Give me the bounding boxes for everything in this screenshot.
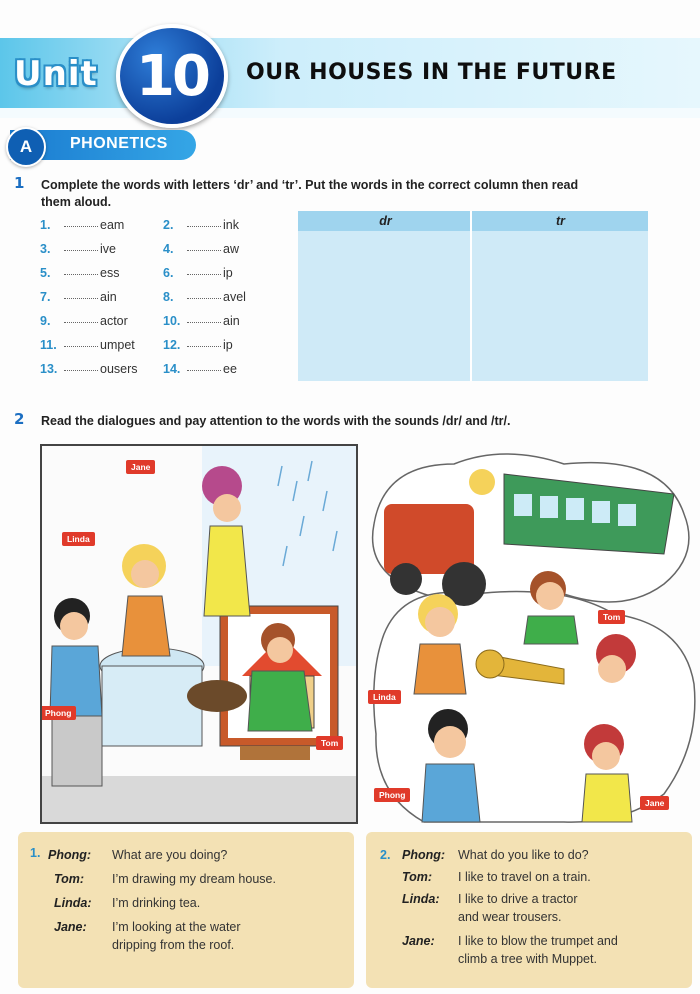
dialogue-1-speaker-3: Linda: (54, 896, 92, 910)
name-tag-jane-2: Jane (640, 796, 669, 810)
dialogue-2-line-3b: and wear trousers. (458, 910, 562, 924)
dialogue-1-line-1: What are you doing? (112, 848, 228, 862)
dialogue-2-line-4: I like to blow the trumpet and (458, 934, 618, 948)
word-ending: aw (223, 242, 239, 256)
word-ending: actor (100, 314, 128, 328)
word-number: 5. (40, 266, 51, 280)
dialogue-1-line-4b: dripping from the roof. (112, 938, 235, 952)
unit-title: OUR HOUSES IN THE FUTURE (246, 60, 617, 85)
word-blank[interactable] (187, 250, 221, 251)
word-item (40, 362, 138, 376)
word-item (163, 218, 239, 232)
dialogue-2-speaker-3: Linda: (402, 892, 440, 906)
word-number: 1. (40, 218, 51, 232)
word-item (40, 338, 135, 352)
word-item (163, 314, 240, 328)
word-ending: ip (223, 338, 233, 352)
word-blank[interactable] (187, 226, 221, 227)
word-item (40, 290, 117, 304)
word-number: 14. (163, 362, 181, 376)
word-ending: ousers (100, 362, 138, 376)
exercise-2-instruction: Read the dialogues and pay attention to the words with the sounds /dr/ and /tr/. (41, 414, 511, 428)
word-blank[interactable] (64, 274, 98, 275)
word-number: 6. (163, 266, 174, 280)
word-blank[interactable] (64, 250, 98, 251)
unit-number: 10 (136, 43, 208, 109)
column-dr-header: dr (379, 214, 392, 228)
dialogue-2-speaker-1: Phong: (402, 848, 446, 862)
section-label: PHONETICS (70, 135, 168, 152)
unit-word: Unit (14, 54, 98, 94)
dialogue-2-speaker-2: Tom: (402, 870, 433, 884)
word-ending: ee (223, 362, 237, 376)
word-ending: ain (100, 290, 117, 304)
dialogue-2-line-3: I like to drive a tractor (458, 892, 578, 906)
unit-number-badge (116, 24, 228, 128)
picture-1 (40, 444, 358, 824)
word-number: 9. (40, 314, 51, 328)
word-ending: ess (100, 266, 120, 280)
dialogue-1-speaker-2: Tom: (54, 872, 85, 886)
name-tag-jane: Jane (126, 460, 155, 474)
dialogue-1-line-3: I’m drinking tea. (112, 896, 201, 910)
word-number: 2. (163, 218, 174, 232)
header-band-lower (0, 108, 700, 118)
dialogue-1-line-4: I’m looking at the water (112, 920, 241, 934)
sort-table-header (298, 211, 648, 231)
word-number: 13. (40, 362, 58, 376)
section-letter: A (6, 127, 46, 167)
word-blank[interactable] (187, 274, 221, 275)
word-number: 8. (163, 290, 174, 304)
dialogue-2-line-2: I like to travel on a train. (458, 870, 591, 884)
word-blank[interactable] (64, 298, 98, 299)
word-number: 4. (163, 242, 174, 256)
picture-2 (364, 444, 700, 824)
word-number: 7. (40, 290, 51, 304)
column-tr-answers[interactable] (472, 231, 648, 381)
dialogue-1-speaker-4: Jane: (54, 920, 87, 934)
word-number: 12. (163, 338, 181, 352)
column-tr-header: tr (555, 214, 566, 228)
exercise-1-number: 1 (14, 174, 25, 192)
name-tag-tom: Tom (316, 736, 343, 750)
word-ending: umpet (100, 338, 135, 352)
word-item (40, 266, 119, 280)
word-blank[interactable] (64, 226, 98, 227)
name-tag-linda: Linda (62, 532, 95, 546)
word-blank[interactable] (64, 370, 98, 371)
word-item (163, 290, 246, 304)
word-blank[interactable] (187, 298, 221, 299)
name-tag-linda-2: Linda (368, 690, 401, 704)
word-blank[interactable] (187, 322, 221, 323)
word-ending: ain (223, 314, 240, 328)
word-number: 11. (40, 338, 57, 352)
column-dr-answers[interactable] (298, 231, 470, 381)
word-item (40, 314, 128, 328)
name-tag-phong: Phong (40, 706, 76, 720)
word-item (163, 242, 239, 256)
dialogue-2-line-1: What do you like to do? (458, 848, 589, 862)
name-tag-phong-2: Phong (374, 788, 410, 802)
word-ending: eam (100, 218, 125, 232)
dialogue-1-number: 1. (30, 846, 41, 860)
dialogue-2-speaker-4: Jane: (402, 934, 435, 948)
word-item (163, 362, 237, 376)
picture-1-illustration (42, 446, 356, 822)
word-ending: avel (223, 290, 246, 304)
word-item (163, 266, 233, 280)
word-ending: ink (223, 218, 239, 232)
exercise-1-instruction: Complete the words with letters ‘dr’ and ‘tr’. Put the words in the correct column then read (41, 178, 579, 192)
word-number: 3. (40, 242, 51, 256)
word-blank[interactable] (187, 346, 221, 347)
exercise-2-number: 2 (14, 410, 25, 428)
picture-2-illustration (364, 444, 700, 824)
dialogue-1 (18, 832, 354, 988)
word-blank[interactable] (64, 322, 98, 323)
exercise-1-instruction-line2: them aloud. (41, 195, 112, 209)
word-blank[interactable] (187, 370, 221, 371)
dialogue-1-line-2: I’m drawing my dream house. (112, 872, 276, 886)
dialogue-2-line-4b: climb a tree with Muppet. (458, 952, 597, 966)
word-number: 10. (163, 314, 181, 328)
word-item (40, 218, 124, 232)
word-item (163, 338, 233, 352)
name-tag-tom-2: Tom (598, 610, 625, 624)
word-ending: ip (223, 266, 233, 280)
word-item (40, 242, 116, 256)
word-blank[interactable] (64, 346, 98, 347)
dialogue-2-number: 2. (380, 848, 391, 862)
dialogue-1-speaker-1: Phong: (48, 848, 92, 862)
word-ending: ive (100, 242, 116, 256)
dialogue-2 (366, 832, 692, 988)
